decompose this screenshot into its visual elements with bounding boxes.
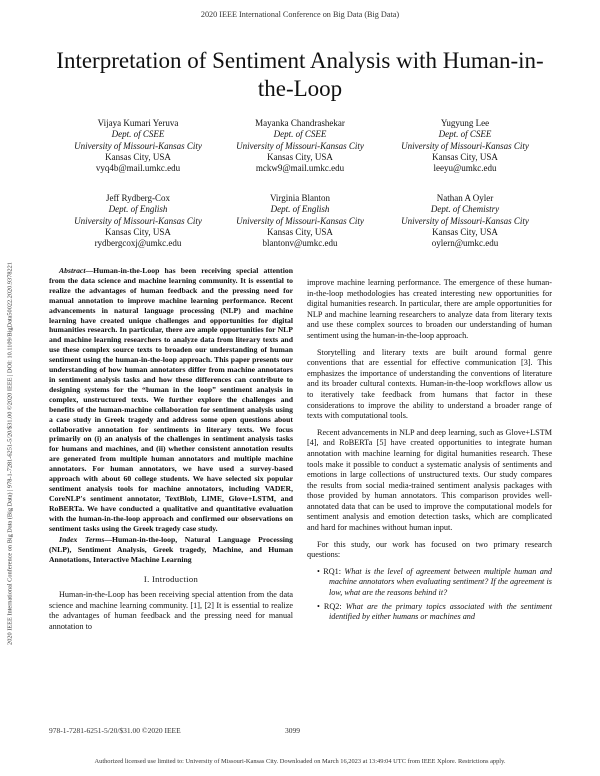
author-2 xyxy=(210,118,390,174)
research-question-1: • RQ1: What is the level of agreement between multiple human and machine annotators when evaluating sentiment? If the agreement is low, what are the reasons behind it? xyxy=(317,566,553,598)
author-city: Kansas City, USA xyxy=(105,226,171,237)
rq-text: What is the level of agreement between multiple human and machine annotators when evaluating sentiment? If the agreement is low, what are the reasons behind it? xyxy=(329,566,553,598)
author-univ: University of Missouri-Kansas City xyxy=(236,215,364,226)
right-paragraph-1: improve machine learning performance. The emergence of these human-in-the-loop methodologies has created interesting new opportunities for digital humanities research. In particular, there are ample opportunities for NLP and machine learning researchers to analyze data from literary texts and use these complex sources to broaden our understanding of human sentiment using the human-in-the-loop approach. xyxy=(307,278,552,340)
author-univ: University of Missouri-Kansas City xyxy=(74,140,202,151)
author-city: Kansas City, USA xyxy=(432,151,498,162)
author-email: vyq4b@mail.umkc.edu xyxy=(95,163,181,174)
author-6 xyxy=(375,193,555,249)
author-name: Virginia Blanton xyxy=(269,193,331,203)
left-column xyxy=(49,266,293,632)
author-name: Jeff Rydberg-Cox xyxy=(105,193,171,203)
abstract xyxy=(49,266,293,533)
author-dept: Dept. of CSEE xyxy=(438,129,492,140)
conference-header: 2020 IEEE International Conference on Big Data (Big Data) xyxy=(200,10,400,19)
right-paragraph-2: Storytelling and literary texts are built around formal genre conventions that are essential for effective communication [3]. This emphasizes the importance of understanding the conventions of literature and its broader cultural contexts. Human-in-the-loop workflows allow us to iteratively take feedback from humans that factor in these considerations to improve the ability to understand a broader range of texts with computational tools. xyxy=(307,347,552,421)
intro-paragraph: Human-in-the-Loop has been receiving special attention from the data science and machine learning community. [1], [2] It is essential to realize the advantages of human feedback and the pressing need for manual annotation to xyxy=(49,590,293,631)
right-paragraph-4: For this study, our work has focused on two primary research questions: xyxy=(307,539,552,560)
author-name: Nathan A Oyler xyxy=(436,193,494,203)
footer-copyright: 978-1-7281-6251-5/20/$31.00 ©2020 IEEE xyxy=(49,726,181,735)
author-email: rydbergcoxj@umkc.edu xyxy=(94,238,182,249)
author-city: Kansas City, USA xyxy=(267,226,333,237)
paper-title: Interpretation of Sentiment Analysis with Human-in-the-Loop xyxy=(56,48,544,101)
author-city: Kansas City, USA xyxy=(105,151,171,162)
author-univ: University of Missouri-Kansas City xyxy=(236,140,364,151)
author-email: leeyu@umkc.edu xyxy=(433,163,497,174)
index-terms xyxy=(49,535,293,565)
author-name: Vijaya Kumari Yeruva xyxy=(97,118,179,128)
index-terms-label: Index Terms xyxy=(59,535,105,545)
author-1 xyxy=(48,118,228,174)
author-univ: University of Missouri-Kansas City xyxy=(401,140,529,151)
author-dept: Dept. of CSEE xyxy=(273,129,327,140)
right-column xyxy=(307,278,552,626)
author-city: Kansas City, USA xyxy=(267,151,333,162)
side-doi-text: 2020 IEEE International Conference on Big Data (Big Data) | 978-1-7281-6251-5/20/$31.00 ©2020 IEEE | DOI: 10.1109/BigData50022.2020.9378221 xyxy=(6,262,14,645)
author-city: Kansas City, USA xyxy=(432,226,498,237)
research-question-2: • RQ2: What are the primary topics associated with the sentiment identified by either humans or machines and xyxy=(317,601,553,622)
index-terms-text: —Human-in-the-loop, Natural Language Processing (NLP), Sentiment Analysis, Greek tragedy, Machine, and Human Annotations, Interactive Machine Learning xyxy=(49,535,293,565)
author-email: oylern@umkc.edu xyxy=(431,238,499,249)
author-univ: University of Missouri-Kansas City xyxy=(401,215,529,226)
author-dept: Dept. of English xyxy=(108,204,168,215)
section-heading-introduction: I. Introduction xyxy=(143,574,199,585)
abstract-text: —Human-in-the-Loop has been receiving special attention from the data science and machine learning community. It is essential to realize the advantages of human feedback and the pressing need for manual annotation to improve machine learning performance. Recent advancements in natural language processing (NLP) and machine learning have created unique challenges and opportunities for digital humanities research. In particular, there are ample opportunities for NLP and machine learning researchers to analyze data from literary texts and use these complex source texts to broaden our understanding of human sentiment using the human-in-the-loop approach. This paper presents our understanding of how human annotators differ from machine annotators in sentiment analysis tasks and how these differences can contribute to designing systems for the “human in the loop” sentiment analysis in complex, unstructured texts. We further explore the challenges and benefits of the human-machine collaboration for sentiment analysis using a case study in Greek tragedy and address some open questions about collaborative annotation for sentiments in literary texts. We focus primarily on (i) an analysis of the challenges in sentiment analysis tasks for humans and machines, and (ii) whether consistent annotation results are generated from multiple human annotators and multiple machine annotators. For human annotators, we have used a survey-based approach with about 60 college students. We have selected six popular sentiment analysis tools for machine annotators, including VADER, CoreNLP's sentiment annotator, TextBlob, LIME, Glove+LSTM, and RoBERTa. We have conducted a qualitative and quantitative evaluation with the human-in-the-loop approach and confirmed our observations on sentiment tasks using the Greek tragedy case study. xyxy=(49,266,293,533)
rq-text: What are the primary topics associated with the sentiment identified by either humans or machines and xyxy=(329,601,553,622)
author-email: mckw9@mail.umkc.edu xyxy=(255,163,345,174)
author-email: blantonv@umkc.edu xyxy=(262,238,338,249)
author-dept: Dept. of CSEE xyxy=(111,129,165,140)
page-number: 3099 xyxy=(285,726,300,735)
abstract-label: Abstract xyxy=(59,266,86,275)
author-3 xyxy=(375,118,555,174)
author-4 xyxy=(48,193,228,249)
author-dept: Dept. of English xyxy=(270,204,330,215)
author-univ: University of Missouri-Kansas City xyxy=(74,215,202,226)
author-dept: Dept. of Chemistry xyxy=(430,204,500,215)
author-name: Yugyung Lee xyxy=(440,118,490,128)
rq-label: RQ2: xyxy=(323,601,342,611)
rq-label: RQ1: xyxy=(323,566,342,576)
right-paragraph-3: Recent advancements in NLP and deep learning, such as Glove+LSTM [4], and RoBERTa [5] have created opportunities to integrate human annotation with machine learning for digital humanities research. These tools make it possible to conduct a systematic analysis of sentiments and emotions in large collections of unstructured texts. Our study compares the results from social media-trained sentiment analysis packages with those provided by human annotators. This comparison provides well-annotated data that can be used to improve the computational models for sentiment analysis and emotion detection tasks, which are complicated and hard for machines without human input. xyxy=(307,427,552,533)
author-name: Mayanka Chandrashekar xyxy=(255,118,345,128)
author-5 xyxy=(210,193,390,249)
license-notice: Authorized licensed use limited to: University of Missouri-Kansas City. Downloaded on March 16,2023 at 13:49:04 UTC from IEEE Xplore. Restrictions apply. xyxy=(94,758,506,765)
